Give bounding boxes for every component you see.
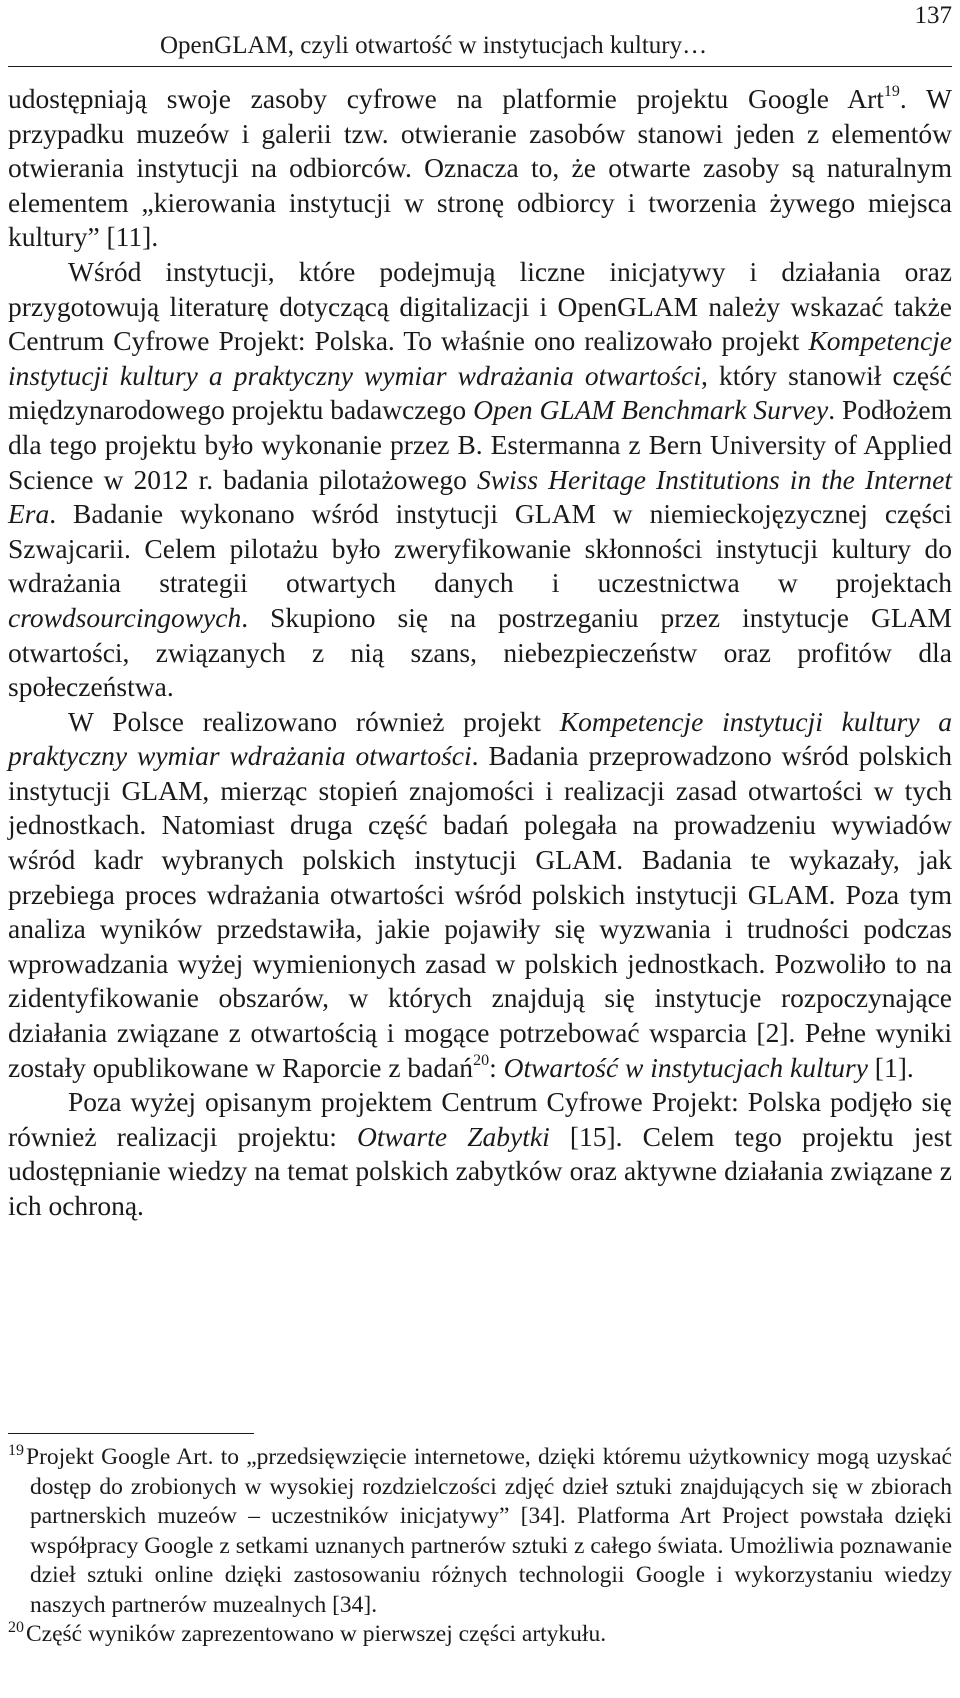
footnote-reference-20: 20 — [473, 1051, 490, 1069]
italic-title: Otwarte Zabytki — [356, 1120, 550, 1152]
text-run: . Skupiono się na postrzeganiu przez instytucje GLAM otwartości, związanych z nią szans, niebezpieczeństw oraz profitów dla społeczeństwa. — [8, 601, 952, 703]
text-run: Poza wyżej opisanym projektem Centrum Cyfrowe Projekt: Polska podjęło się również realizacji projektu: — [8, 1086, 952, 1152]
footnote-number: 19 — [8, 1442, 24, 1459]
text-run: [15]. Celem tego projektu jest udostępnianie wiedzy na temat polskich zabytków oraz aktywne działania związane z ich ochroną. — [8, 1120, 952, 1221]
text-run: W Polsce realizowano również projekt — [68, 705, 560, 737]
paragraph-2 — [8, 255, 952, 705]
paragraph-4 — [8, 1085, 952, 1223]
paragraph-1 — [8, 82, 952, 255]
italic-title: Kompetencje instytucji kultury a praktyczny wymiar wdrażania otwartości — [8, 325, 952, 391]
text-run: . Podłożem dla tego projektu było wykonanie przez B. Estermanna z Bern University of Applied Science w 2012 r. badania pilotażowego — [8, 394, 952, 495]
text-run: , który stanowił część międzynarodowego projektu badawczego — [8, 359, 952, 426]
footnote-text: Część wyników zaprezentowano w pierwszej części artykułu. — [26, 1621, 607, 1647]
footnote-19 — [8, 1443, 952, 1620]
text-run: : — [489, 1051, 504, 1083]
italic-title: Otwartość w instytucjach kultury — [503, 1051, 868, 1083]
italic-title: Swiss Heritage Institutions in the Internet Era — [8, 463, 952, 530]
italic-title: Open GLAM Benchmark Survey — [473, 394, 829, 426]
italic-title: Kompetencje instytucji kultury a praktyczny wymiar wdrażania otwartości — [8, 705, 953, 772]
body-text — [8, 82, 952, 1224]
paragraph-3 — [8, 705, 952, 1086]
footnotes — [8, 1443, 952, 1650]
running-title: OpenGLAM, czyli otwartość w instytucjach kultury… — [160, 32, 708, 59]
text-run: udostępniają swoje zasoby cyfrowe na platformie projektu Google Art — [8, 83, 884, 114]
text-run: . W przypadku muzeów i galerii tzw. otwieranie zasobów stanowi jeden z elementów otwierania instytucji na odbiorców. Oznacza to, że otwarte zasoby są naturalnym elementem „kierowania instytucji w stronę odbiorcy i tworzenia żywego miejsca kultury” [11]. — [8, 83, 952, 253]
italic-term: crowdsourcingowych — [8, 601, 242, 633]
page-number: 137 — [914, 2, 952, 29]
footnote-20 — [8, 1620, 952, 1650]
footnote-text: Projekt Google Art. to „przedsięwzięcie internetowe, dzięki któremu użytkownicy mogą uzyskać dostęp do zrobionych w wysokiej rozdzielczości zdjęć dzieł sztuki znajdujących się w zbiorach partnerskich muzeów – uczestników inicjatywy” [34]. Platforma Art Project powstała dzięki współpracy Google z setkami uznanych partnerów sztuki z całego świata. Umożliwia poznawanie dzieł sztuki online dzięki zastosowaniu różnych technologii Google i wykorzystaniu wiedzy naszych partnerów muzealnych [34]. — [26, 1444, 952, 1618]
footnote-rule — [8, 1433, 254, 1434]
footnote-reference-19: 19 — [883, 83, 900, 100]
footnote-number: 20 — [8, 1619, 24, 1636]
text-run: . Badania przeprowadzono wśród polskich instytucji GLAM, mierząc stopień znajomości i realizacji zasad otwartości w tych jednostkach. Natomiast druga część badań polegała na prowadzeniu wywiadów wśród kadr wybranych polskich instytucji GLAM. Badania te wykazały, jak przebiega proces wdrażania otwartości wśród polskich instytucji GLAM. Poza tym analiza wyników przedstawiła, jakie pojawiły się wyzwania i trudności podczas wprowadzania wyżej wymienionych zasad w polskich jednostkach. Pozwoliło to na zidentyfikowanie obszarów, w których znajdują się instytucje rozpoczynające działania związane z otwartością i mogące potrzebować wsparcia [2]. Pełne wyniki zostały opublikowane w Raporcie z badań — [8, 740, 952, 1083]
text-run: . Badanie wykonano wśród instytucji GLAM w niemieckojęzycznej części Szwajcarii. Celem pilotażu było zweryfikowanie skłonności instytucji kultury do wdrażania strategii otwartych danych i uczestnictwa w projektach — [8, 498, 952, 599]
text-run: [1]. — [867, 1051, 914, 1083]
header-rule — [8, 66, 952, 67]
text-run: Wśród instytucji, które podejmują liczne inicjatywy i działania oraz przygotowują literaturę dotyczącą digitalizacji i OpenGLAM należy wskazać także Centrum Cyfrowe Projekt: Polska. To właśnie ono realizowało projekt — [8, 255, 952, 357]
